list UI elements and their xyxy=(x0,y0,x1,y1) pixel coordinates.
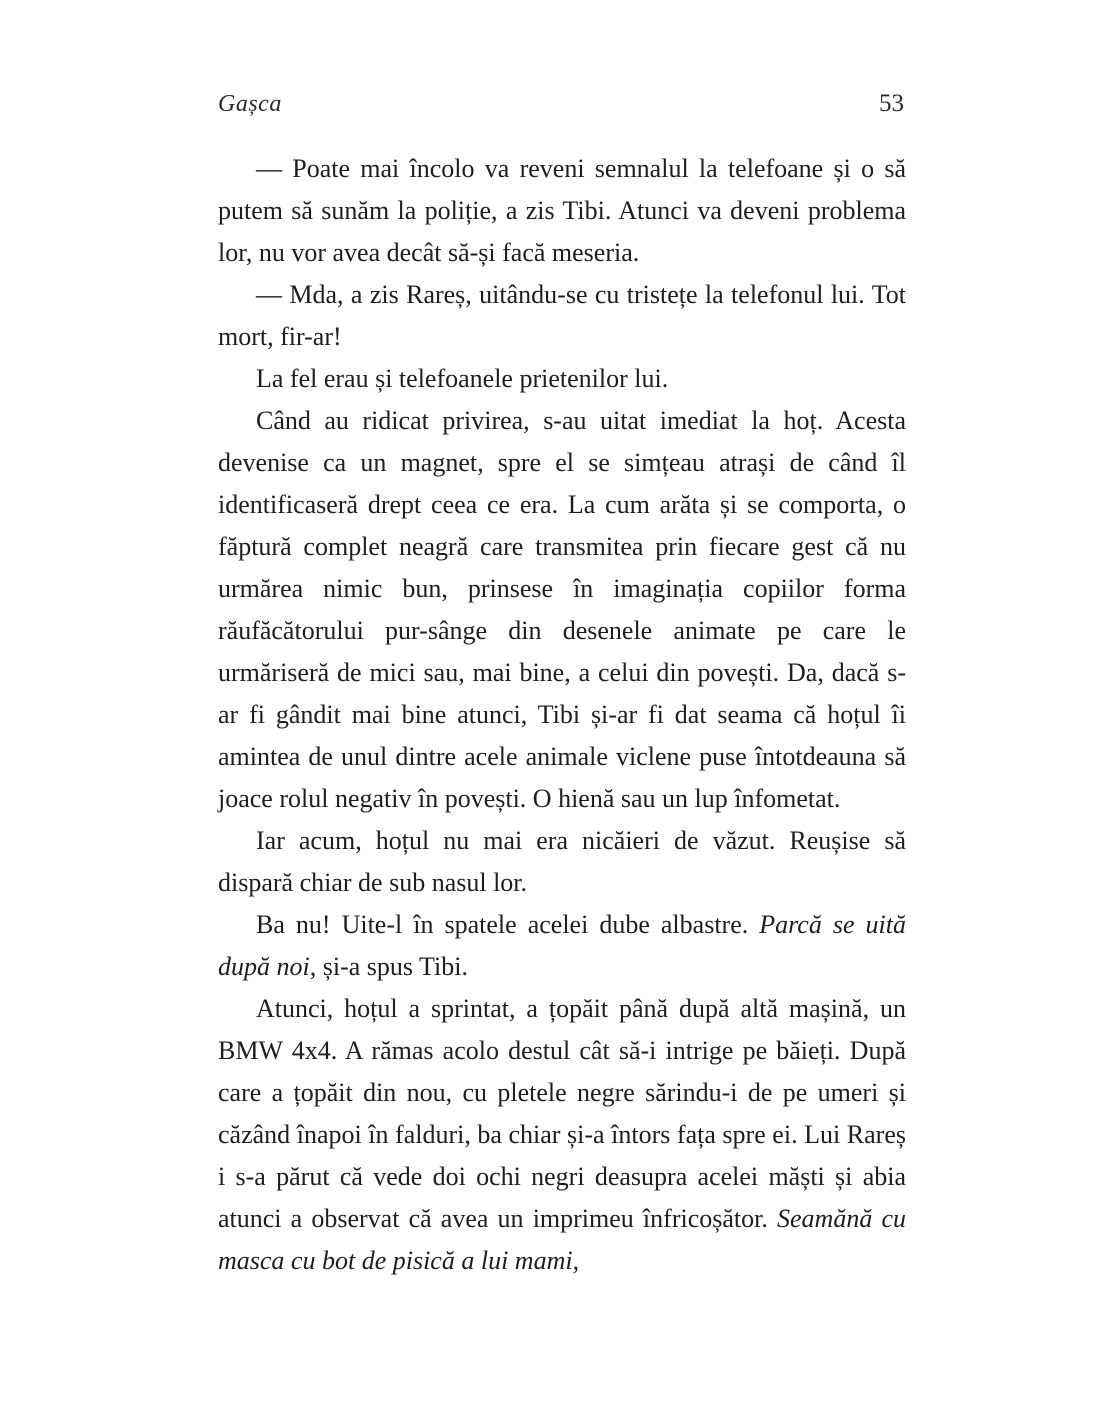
text-run: — Mda, a zis Rareș, uitându-se cu tristețe la telefonul lui. Tot mort, fir-ar! xyxy=(218,280,906,351)
paragraph xyxy=(218,400,906,820)
text-run: — Poate mai încolo va reveni semnalul la telefoane și o să putem să sunăm la poliție, a zis Tibi. Atunci va deveni problema lor, nu vor avea decât să-și facă meseria. xyxy=(218,154,906,267)
paragraph xyxy=(218,358,906,400)
text-run: Când au ridicat privirea, s-au uitat imediat la hoț. Acesta devenise ca un magnet, spre el se simțeau atrași de când îl identificaseră drept ceea ce era. La cum arăta și se comporta, o făptură complet neagră care transmitea prin fiecare gest că nu urmărea nimic bun, prinsese în imaginația copiilor forma răufăcătorului pur-sânge din desenele animate pe care le urmăriseră de mici sau, mai bine, a celui din povești. Da, dacă s-ar fi gândit mai bine atunci, Tibi și-ar fi dat seama că hoțul îi amintea de unul dintre acele animale viclene puse întotdeauna să joace rolul negativ în povești. O hienă sau un lup înfometat. xyxy=(218,406,906,813)
italic-text-run: Seamănă cu masca cu bot de pisică a lui mami, xyxy=(218,1204,906,1275)
page-number: 53 xyxy=(879,90,904,117)
paragraph xyxy=(218,988,906,1282)
page-header xyxy=(218,90,904,118)
paragraph xyxy=(218,904,906,988)
running-title: Gașca xyxy=(218,91,282,117)
paragraph xyxy=(218,274,906,358)
paragraph xyxy=(218,148,906,274)
italic-text-run: Parcă se uită după noi xyxy=(218,910,906,981)
paragraph xyxy=(218,820,906,904)
text-run: , și-a spus Tibi. xyxy=(309,952,468,981)
text-run: Ba nu! Uite-l în spatele acelei dube albastre. xyxy=(256,910,760,939)
text-run: Atunci, hoțul a sprintat, a țopăit până după altă mașină, un BMW 4x4. A rămas acolo destul cât să-i intrige pe băieți. După care a țopăit din nou, cu pletele negre sărindu-i de pe umeri și căzând înapoi în falduri, ba chiar și-a întors fața spre ei. Lui Rareș i s-a părut că vede doi ochi negri deasupra acelei măști și abia atunci a observat că avea un imprimeu înfricoșător. xyxy=(218,994,906,1233)
text-run: La fel erau și telefoanele prietenilor lui. xyxy=(256,364,669,393)
text-run: Iar acum, hoțul nu mai era nicăieri de văzut. Reușise să dispară chiar de sub nasul lor. xyxy=(218,826,906,897)
page-body xyxy=(218,148,906,1282)
